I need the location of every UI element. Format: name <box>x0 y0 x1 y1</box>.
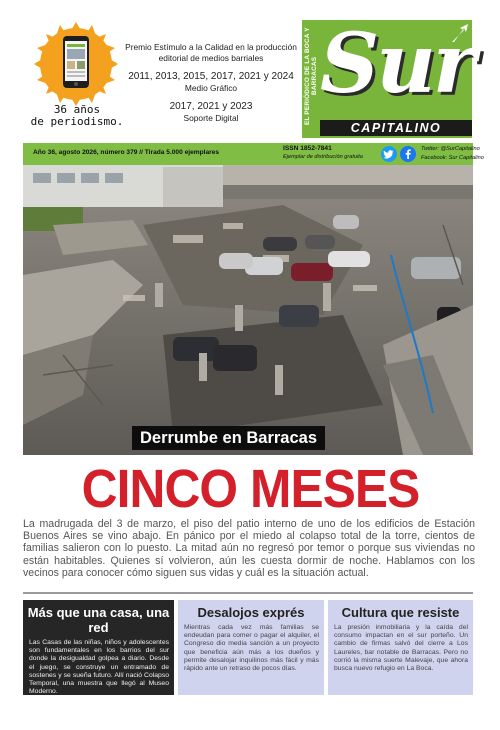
story-body: Las Casas de las niñas, niños y adolescentes son fundamentales en los barrios del sur donde la desigualdad golpea a diario. Desde el juego, se construye un entramado de sostenes y se sueña futuro. Allí nació Colapso Temporal, una muestra que llegó al Museo Moderno. <box>29 639 169 695</box>
twitter-handle[interactable]: Twitter: @SurCapitalino <box>421 146 480 152</box>
arrow-icon <box>448 22 470 44</box>
info-strip <box>23 143 484 165</box>
logo-word: Sur <box>320 16 474 112</box>
twitter-icon[interactable] <box>381 146 397 162</box>
award-title: Premio Estímulo a la Calidad en la producción editorial de medios barriales <box>125 42 297 63</box>
lede-paragraph: La madrugada del 3 de marzo, el piso del patio interno de uno de los edificios de Estación Buenos Aires se vino abajo. En pánico por el miedo al colapso total de la torre, cientos de familias salieron con lo puesto. La mitad aún no regresó por temor o porque sus viviendas no están habitables. Quienes sí volvieron, aún les cuesta dormir de noche. Hablamos con los vecinos para conocer cómo siguen sus vidas y cuál es la situación actual. <box>23 518 475 579</box>
story-title[interactable]: Más que una casa, una red <box>27 605 170 635</box>
collapse-photo-illustration <box>23 165 473 455</box>
issue-info: Año 36, agosto 2026, número 379 // Tirada 5.000 ejemplares <box>33 149 220 156</box>
phone-badge-icon <box>34 22 118 106</box>
award-years-digital: 2017, 2021 y 2023 <box>169 101 253 112</box>
story-card-red[interactable] <box>23 600 174 695</box>
issn: ISSN 1852-7841 <box>283 145 332 152</box>
award-years-print: 2011, 2013, 2015, 2017, 2021 y 2024 <box>128 71 294 82</box>
cover-photo <box>23 165 473 455</box>
years-line-2: de periodismo. <box>30 115 124 128</box>
awards-block <box>116 42 306 124</box>
masthead-logo[interactable] <box>302 16 474 138</box>
photo-caption: Derrumbe en Barracas <box>132 426 325 450</box>
story-body: Mientras cada vez más familias se endeudan para comer o pagar el alquiler, el Congreso dio media sanción a un proyecto que beneficia aún más a los dueños y permite desalojar inquilinos más fácil y más rápido ante un retraso de pocos días. <box>184 624 319 673</box>
story-body: La presión inmobiliaria y la caída del consumo impactan en el sur porteño. Un cambio de firmas salvó del cierre a Los Laureles, bar notable de Barracas. Pero no corrió la misma suerte Malevaje, que ahora busca nuevo refugio en La Boca. <box>334 624 468 673</box>
section-divider <box>23 592 473 594</box>
logo-band: CAPITALINO <box>320 120 472 136</box>
story-card-cultura[interactable] <box>328 600 473 695</box>
facebook-icon[interactable] <box>400 146 416 162</box>
story-title[interactable]: Desalojos exprés <box>197 605 305 620</box>
award-category-print: Medio Gráfico <box>184 83 238 93</box>
anniversary-badge <box>34 22 118 106</box>
main-headline[interactable]: CINCO MESES <box>81 459 420 519</box>
free-distribution-note: Ejemplar de distribución gratuita <box>283 154 363 160</box>
years-line-1: 36 años <box>53 103 101 116</box>
facebook-handle[interactable]: Facebook: Sur Capitalino <box>421 155 484 161</box>
logo-tagline: EL PERIÓDICO DE LA BOCA Y BARRACAS <box>304 27 318 125</box>
award-category-digital: Soporte Digital <box>183 113 239 123</box>
story-card-desalojos[interactable] <box>178 600 324 695</box>
story-title[interactable]: Cultura que resiste <box>341 605 460 620</box>
